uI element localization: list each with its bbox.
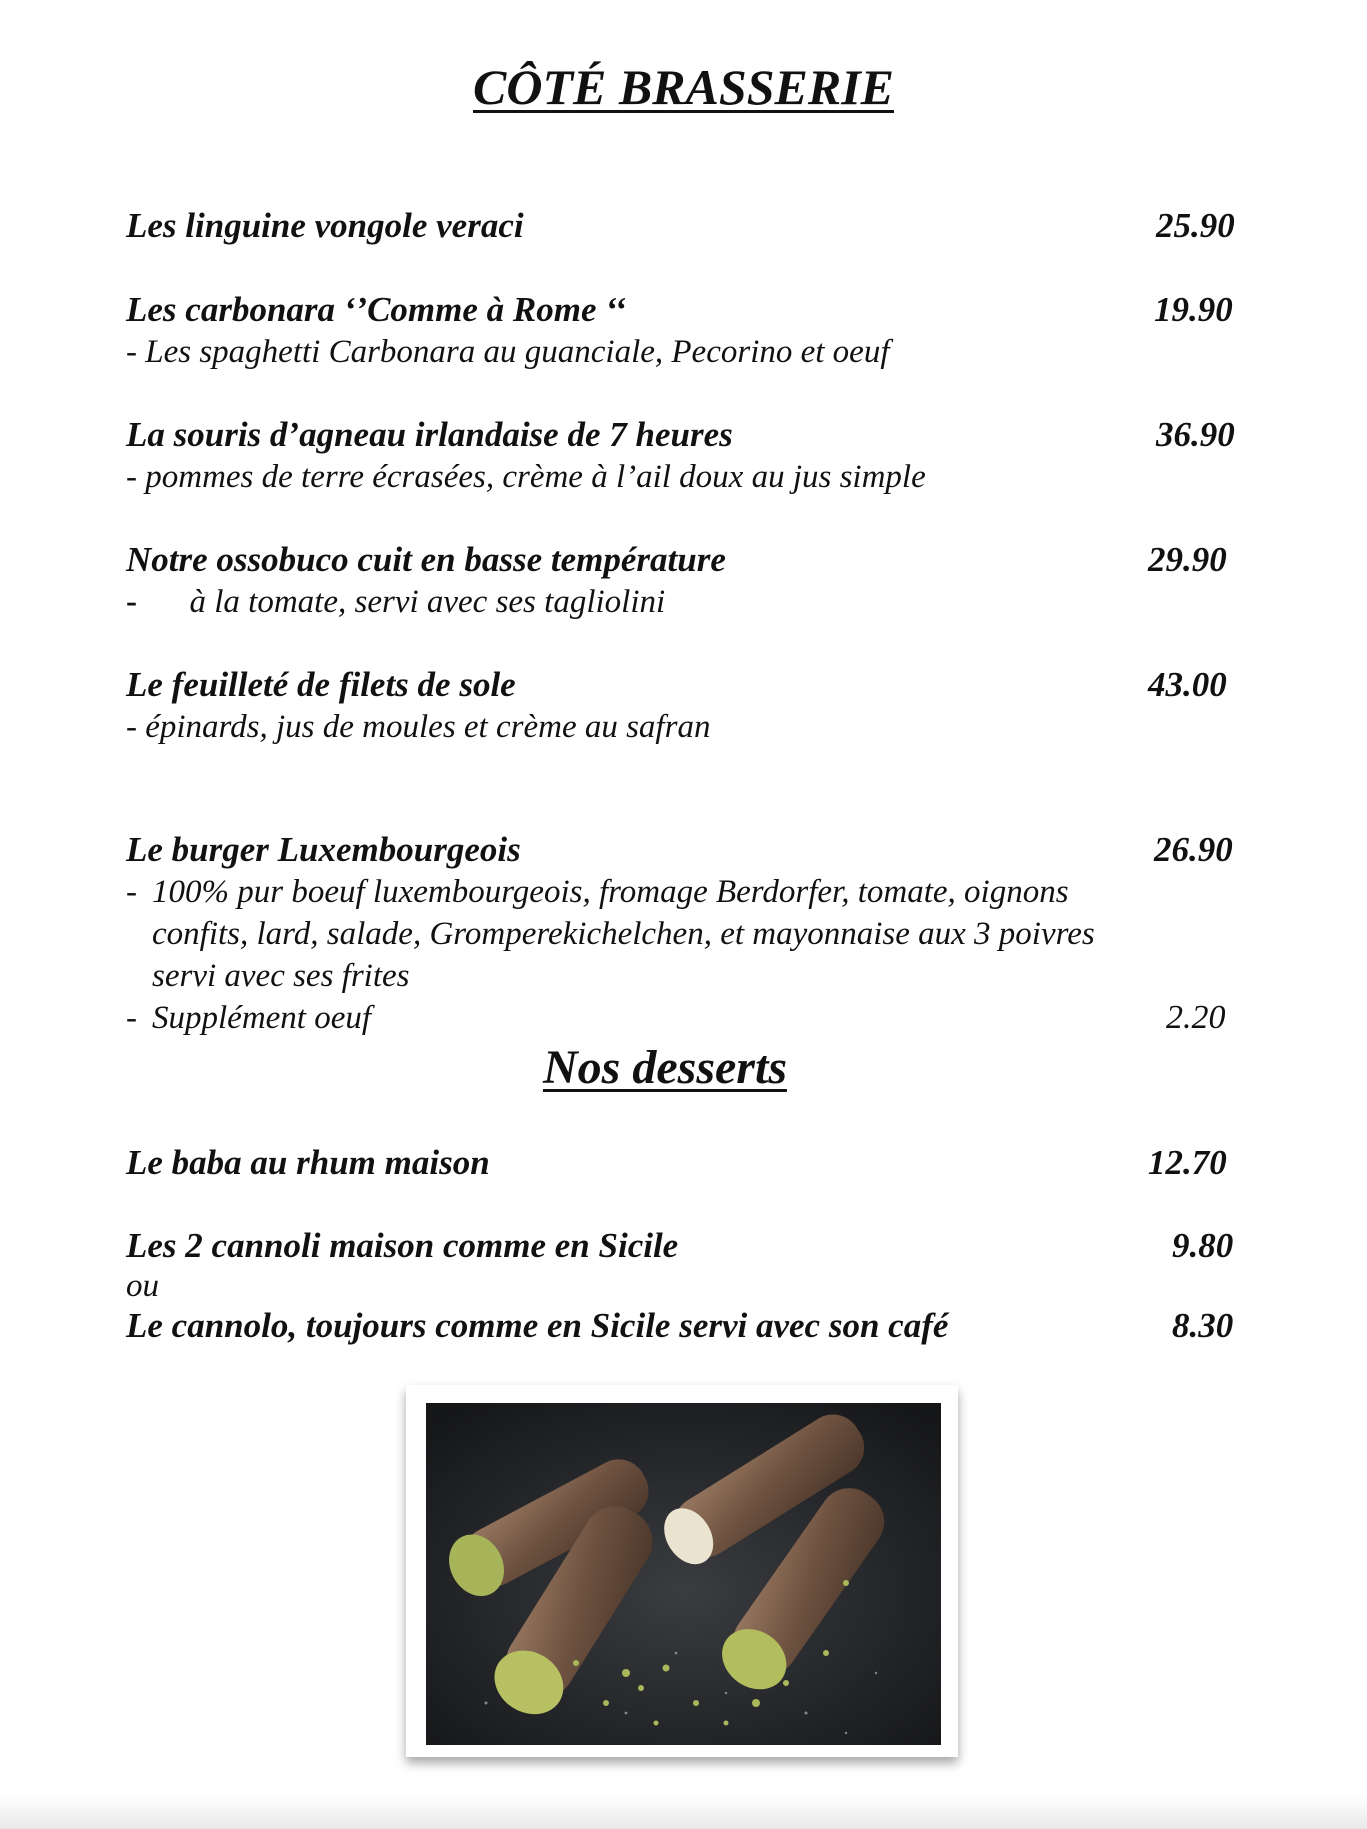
desserts-title: Nos desserts <box>542 1041 787 1094</box>
description-line: servi avec ses frites <box>152 958 410 994</box>
dish-price: 43.00 <box>1148 665 1227 704</box>
bullet-dash: - <box>126 1000 137 1036</box>
description-line: 100% pur boeuf luxembourgeois, fromage Berdorfer, tomate, oignons <box>152 874 1069 910</box>
dish-description: - épinards, jus de moules et crème au safran <box>126 709 711 745</box>
dish-price: 8.30 <box>1172 1306 1234 1345</box>
dish-name: La souris d’agneau irlandaise de 7 heures <box>126 415 733 454</box>
cannoli-illustration <box>426 1403 941 1745</box>
dish-description: à la tomate, servi avec ses tagliolini <box>189 584 666 620</box>
bullet-dash: - <box>126 874 137 910</box>
dish-name: Les carbonara ‘’Comme à Rome ‘‘ <box>126 290 626 329</box>
dish-feuillete-sole <box>126 664 1236 748</box>
dish-price: 29.90 <box>1148 540 1227 579</box>
dish-price: 36.90 <box>1156 415 1235 454</box>
dish-name: Les 2 cannoli maison comme en Sicile <box>126 1226 679 1265</box>
photo-frame <box>406 1385 958 1757</box>
dish-name: Le feuilleté de filets de sole <box>126 665 516 704</box>
dish-souris-agneau <box>126 414 1236 498</box>
dish-description: - Les spaghetti Carbonara au guanciale, Pecorino et oeuf <box>126 334 890 370</box>
dish-ossobuco <box>126 539 1236 623</box>
dish-price: 25.90 <box>1156 206 1235 245</box>
dish-price: 12.70 <box>1148 1143 1227 1182</box>
supplement-label: Supplément oeuf <box>152 1000 372 1036</box>
dish-description-row <box>126 581 1236 623</box>
cannoli-photo <box>426 1403 941 1745</box>
dish-name: Le cannolo, toujours comme en Sicile servi avec son café <box>126 1306 949 1345</box>
dish-name: Notre ossobuco cuit en basse température <box>126 540 726 579</box>
description-line: confits, lard, salade, Gromperekichelchen, et mayonnaise aux 3 poivres <box>152 916 1095 952</box>
dish-name: Les linguine vongole veraci <box>126 206 524 245</box>
dish-price: 9.80 <box>1172 1226 1234 1265</box>
dish-name: Le baba au rhum maison <box>126 1143 490 1182</box>
dish-description: - pommes de terre écrasées, crème à l’ail doux au jus simple <box>126 459 926 495</box>
bullet-dash: - <box>126 584 137 620</box>
dish-price: 19.90 <box>1154 290 1233 329</box>
dish-name: Le burger Luxembourgeois <box>126 830 521 869</box>
supplement-row <box>126 997 1236 1039</box>
menu-title: CÔTÉ BRASSERIE <box>472 59 895 115</box>
dish-burger <box>126 829 1236 1039</box>
supplement-price: 2.20 <box>1166 999 1226 1036</box>
dish-price: 26.90 <box>1154 830 1233 869</box>
page-bottom-shadow <box>0 1795 1367 1829</box>
dish-carbonara <box>126 289 1236 373</box>
dessert-baba <box>126 1142 1236 1184</box>
dessert-cannoli <box>126 1225 1236 1347</box>
or-text: ou <box>126 1268 159 1304</box>
dish-description <box>126 871 1236 997</box>
dish-linguine <box>126 205 1236 247</box>
